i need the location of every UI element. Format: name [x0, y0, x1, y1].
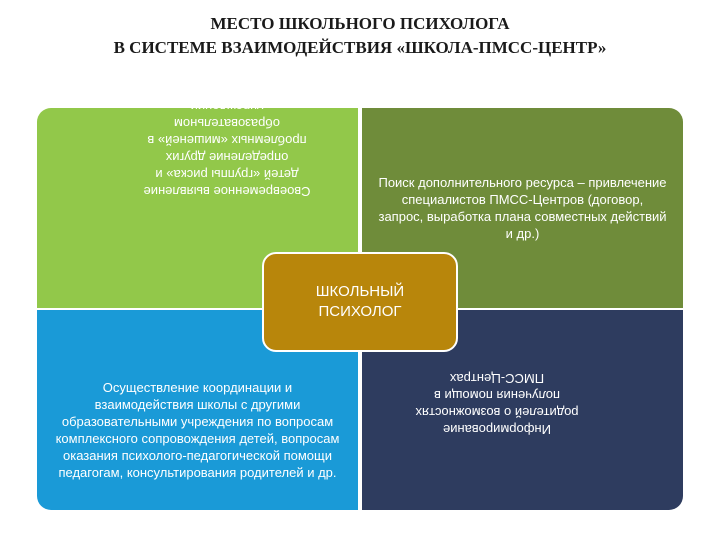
title-line-1: МЕСТО ШКОЛЬНОГО ПСИХОЛОГА [210, 14, 510, 33]
page-title [0, 12, 720, 60]
quadrant-bottom-left-text: Осуществление координации и взаимодействия школы с другими образовательными учреждения по вопросам комплексного сопровождения детей, вопросам оказания психолого-педагогической помощи педагогам, консультирования родителей и др. [55, 380, 340, 480]
quadrant-bottom-right-text: Информирование родителей о возможностях получения помощи в ПМСС-Центрах [415, 371, 579, 437]
center-node-school-psychologist [262, 252, 458, 352]
quadrant-top-left-text: Своевременное выявление детей «группы риска» и определение других проблемных «мишеней» в образовательном учреждении [143, 99, 311, 199]
quadrant-top-right-text: Поиск дополнительного ресурса – привлечение специалистов ПМСС-Центров (договор, запрос, выработка плана совместных действий и др.) [378, 175, 667, 241]
center-node-label: ШКОЛЬНЫЙ ПСИХОЛОГ [315, 283, 405, 320]
title-line-2: В СИСТЕМЕ ВЗАИМОДЕЙСТВИЯ «ШКОЛА-ПМСС-ЦЕНТР» [113, 38, 607, 57]
